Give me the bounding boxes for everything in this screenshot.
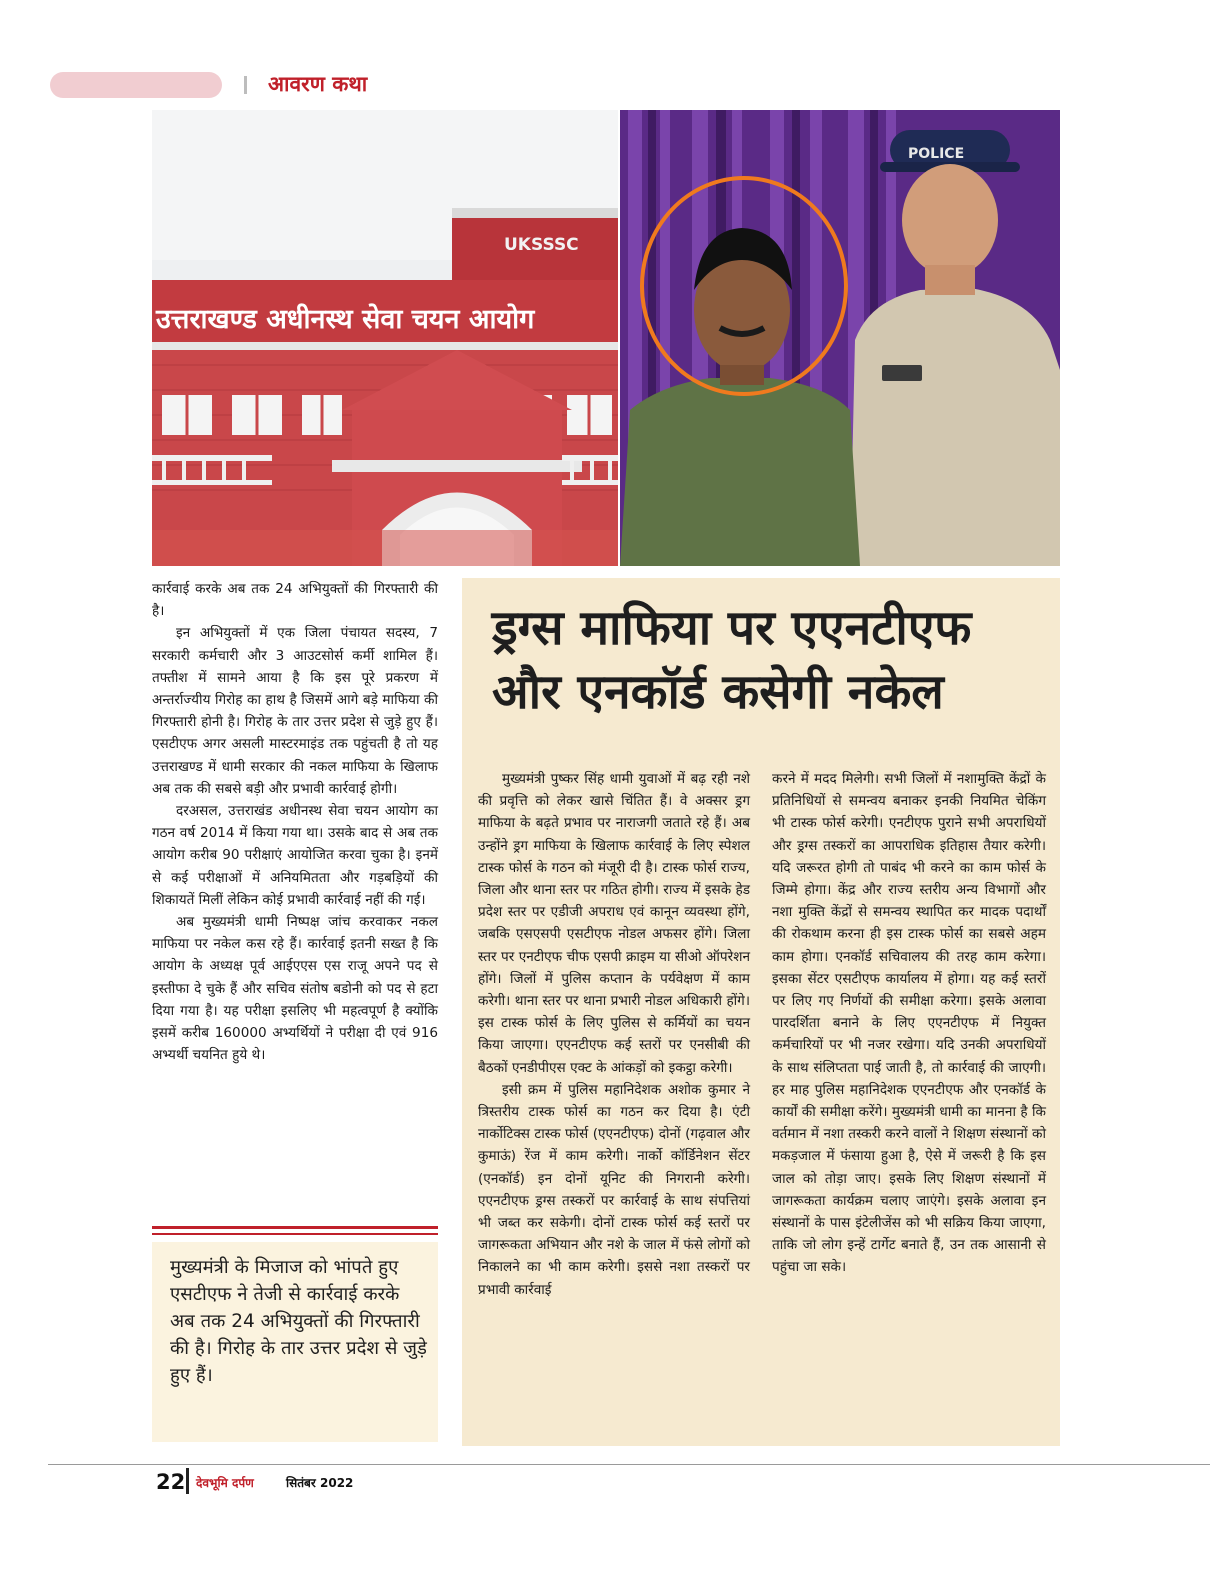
headline-line-2: और एनकॉर्ड कसेगी नकेल (492, 664, 944, 720)
callout-rules (152, 1226, 438, 1235)
arrest-illustration (620, 110, 1060, 566)
left-paragraph-2: इन अभियुक्तों में एक जिला पंचायत सदस्य, 7 सरकारी कर्मचारी और 3 आउटसोर्स कर्मी शामिल हैं। तफ्तीश में सामने आया है कि इस पूरे प्रकरण में अन्तर्राज्यीय गिरोह का हाथ है जिसमें आगे बड़े माफिया की गिरफ्तारी होनी है। गिरोह के तार उत्तर प्रदेश से जुड़े हुए हैं। एसटीएफ अगर असली मास्टरमाइंड तक पहुंचती है तो यह उत्तराखण्ड में धामी सरकार की नकल माफिया के खिलाफ अब तक की सबसे बड़ी और प्रभावी कार्रवाई होगी। (152, 625, 438, 797)
page-number: 22 (156, 1470, 186, 1494)
left-paragraph-4: अब मुख्यमंत्री धामी निष्पक्ष जांच करवाकर नकल माफिया पर नकेल कस रहे हैं। कार्रवाई इतनी सख्त है कि आयोग के अध्यक्ष पूर्व आईएएस एस राजू अपने पद से इस्तीफा दे चुके हैं और सचिव संतोष बडोनी को पद से हटा दिया गया है। यह परीक्षा इसलिए भी महत्वपूर्ण है क्योंकि इसमें करीब 160000 अभ्यर्थियों ने परीक्षा दी एवं 916 अभ्यर्थी चयनित हुये थे। (152, 914, 438, 1064)
headline (492, 596, 1042, 724)
headline-line-1: ड्रग्स माफिया पर एएनटीएफ (492, 600, 972, 656)
section-marker-pill (50, 72, 222, 98)
left-paragraph-3: दरअसल, उत्तराखंड अधीनस्थ सेवा चयन आयोग का गठन वर्ष 2014 में किया गया था। उसके बाद से अब तक आयोग करीब 90 परीक्षाएं आयोजित करवा चुका है। इनमें से कई परीक्षाओं में अनियमितता और गड़बड़ियों की शिकायतें मिलीं लेकिन कोई प्रभावी कार्रवाई नहीं की गई। (152, 803, 438, 908)
section-title: आवरण कथा (268, 72, 368, 96)
header-divider (244, 76, 247, 94)
magazine-logo: देवभूमि दर्पण (196, 1476, 254, 1490)
building-sign-top: UKSSSC (504, 235, 579, 255)
arrest-photo (620, 110, 1060, 566)
pull-quote-box (152, 1242, 438, 1442)
footer-divider (186, 1468, 189, 1494)
middle-text-column (478, 768, 750, 1301)
pull-quote-text: मुख्यमंत्री के मिजाज को भांपते हुए एसटीएफ ने तेजी से कार्रवाई करके अब तक 24 अभियुक्तों की गिरफ्तारी की है। गिरोह के तार उत्तर प्रदेश से जुड़े हुए हैं। (170, 1257, 427, 1386)
middle-paragraph-1: मुख्यमंत्री पुष्कर सिंह धामी युवाओं में बढ़ रही नशे की प्रवृत्ति को लेकर खासे चिंतित हैं। वे अक्सर ड्रग माफिया के बढ़ते प्रभाव पर नाराजगी जताते रहे हैं। अब उन्होंने ड्रग माफिया के खिलाफ कार्रवाई के लिए स्पेशल टास्क फोर्स के गठन को मंजूरी दी है। टास्क फोर्स राज्य, जिला और थाना स्तर पर गठित होगी। राज्य में इसके हेड प्रदेश स्तर पर एडीजी अपराध एवं कानून व्यवस्था होंगे, जबकि एसएसपी एसटीएफ नोडल अफसर होंगे। जिला स्तर पर एनटीएफ चीफ एसपी क्राइम या सीओ ऑपरेशन होंगे। जिलों में पुलिस कप्तान के पर्यवेक्षण में काम करेगी। थाना स्तर पर थाना प्रभारी नोडल अधिकारी होंगे। इस टास्क फोर्स के लिए पुलिस से कर्मियों का चयन किया जाएगा। एएनटीएफ कई स्तरों पर एनसीबी की बैठकों एनडीपीएस एक्ट के आंकड़ों को इकट्ठा करेगी। (478, 771, 750, 1076)
left-text-column (152, 578, 438, 1066)
middle-paragraph-2: इसी क्रम में पुलिस महानिदेशक अशोक कुमार ने त्रिस्तरीय टास्क फोर्स का गठन कर दिया है। एंटी नार्कोटिक्स टास्क फोर्स (एएनटीएफ) दोनों (गढ़वाल और कुमाऊं) रेंज में काम करेगी। नार्को कॉर्डिनेशन सेंटर (एनकॉर्ड) इन दोनों यूनिट की निगरानी करेगी। एएनटीएफ ड्रग्स तस्करों पर कार्रवाई के साथ संपत्तियां भी जब्त कर सकेगी। दोनों टास्क फोर्स कई स्तरों पर जागरूकता अभियान और नशे के जाल में फंसे लोगों को निकालने का भी काम करेगी। इससे नशा तस्करों पर प्रभावी कार्रवाई (478, 1081, 750, 1298)
left-paragraph-1: कार्रवाई करके अब तक 24 अभियुक्तों की गिरफ्तारी की है। (152, 581, 438, 620)
building-illustration (152, 110, 618, 566)
issue-date: सितंबर 2022 (286, 1476, 354, 1490)
police-cap-text: POLICE (908, 146, 965, 162)
footer-rule (48, 1464, 1210, 1465)
commission-building-photo (152, 110, 618, 566)
right-paragraph-1: करने में मदद मिलेगी। सभी जिलों में नशामुक्ति केंद्रों के प्रतिनिधियों से समन्वय बनाकर इनकी नियमित चेकिंग भी टास्क फोर्स करेगी। एनटीएफ पुराने सभी अपराधियों और ड्रग्स तस्करों का आपराधिक इतिहास तैयार करेगी। यदि जरूरत होगी तो पाबंद भी करने का काम फोर्स के जिम्मे होगा। केंद्र और राज्य स्तरीय अन्य विभागों और नशा मुक्ति केंद्रों से समन्वय स्थापित कर मादक पदार्थों की रोकथाम करना ही इस टास्क फोर्स का सबसे अहम काम होगा। एनकॉर्ड सचिवालय की तरह काम करेगा। इसका सेंटर एसटीएफ कार्यालय में होगा। यह कई स्तरों पर लिए गए निर्णयों की समीक्षा करेगा। इसके अलावा पारदर्शिता बनाने के लिए एएनटीएफ में नियुक्त कर्मचारियों पर भी नजर रखेगा। यदि उनकी अपराधियों के साथ संलिप्तता पाई जाती है, तो कार्रवाई की जाएगी। हर माह पुलिस महानिदेशक एएनटीएफ और एनकॉर्ड के कार्यों की समीक्षा करेंगे। मुख्यमंत्री धामी का मानना है कि वर्तमान में नशा तस्करी करने वालों ने शिक्षण संस्थानों को मकड़जाल में फंसाया हुआ है, ऐसे में जरूरी है कि इस जाल को तोड़ा जाए। इसके लिए शिक्षण संस्थानों में जागरूकता कार्यक्रम चलाए जाएंगे। इसके अलावा इन संस्थानों के पास इंटेलीजेंस को भी सक्रिय किया जाएगा, ताकि जो लोग इन्हें टार्गेट बनाते हैं, उन तक आसानी से पहुंचा जा सके। (772, 771, 1046, 1276)
right-text-column (772, 768, 1046, 1279)
building-sign-main: उत्तराखण्ड अधीनस्थ सेवा चयन आयोग (156, 304, 535, 335)
